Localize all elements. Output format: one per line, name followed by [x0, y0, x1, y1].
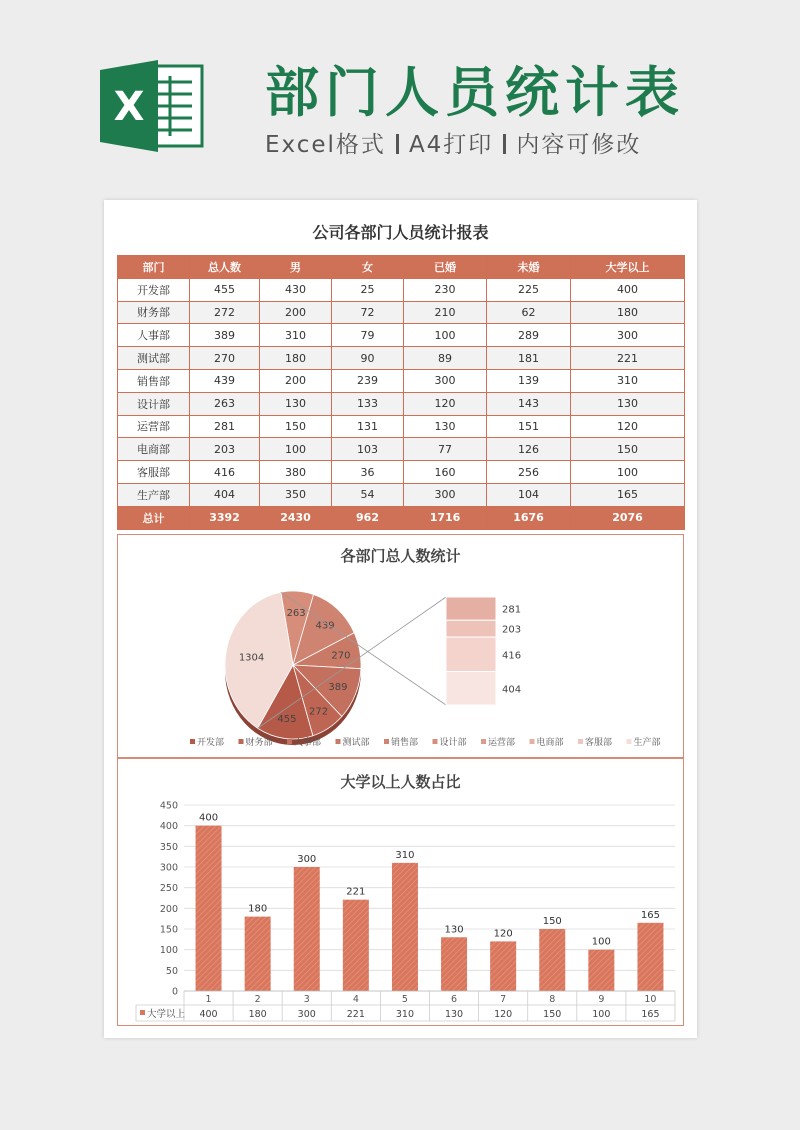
table-cell: 100: [571, 461, 685, 484]
legend-label: 销售部: [391, 738, 419, 748]
table-cell: 439: [190, 369, 260, 392]
table-cell: 36: [332, 461, 404, 484]
bar-of-pie-label: 404: [502, 684, 522, 696]
legend-swatch: [578, 739, 583, 744]
bar-chart-panel: [117, 758, 684, 1026]
table-cell: 160: [404, 461, 487, 484]
table-cell: 180: [260, 347, 332, 370]
table-cell: 203: [190, 438, 260, 461]
table-cell: 256: [487, 461, 571, 484]
bar-data-label: 310: [395, 849, 415, 861]
bar-data-label: 221: [346, 886, 366, 898]
legend-label: 生产部: [633, 738, 661, 748]
excel-logo-icon: [100, 58, 205, 154]
bar: [294, 867, 320, 991]
table-cell: 200: [260, 301, 332, 324]
y-tick-label: 0: [171, 986, 178, 998]
table-cell: 300: [404, 483, 487, 506]
legend-swatch: [336, 739, 341, 744]
y-tick-label: 50: [165, 965, 178, 977]
table-cell: 416: [190, 461, 260, 484]
table-row: [118, 369, 685, 392]
bar: [539, 929, 565, 991]
table-cell: 54: [332, 483, 404, 506]
table-cell: 310: [571, 369, 685, 392]
legend-swatch: [384, 739, 389, 744]
bar: [392, 863, 418, 991]
bar-of-pie-segment: [446, 672, 496, 705]
subtitle-format: Excel格式: [265, 132, 386, 158]
table-cell: 131: [332, 415, 404, 438]
table-cell: 2430: [260, 506, 332, 529]
table-cell: 133: [332, 392, 404, 415]
y-tick-label: 150: [159, 924, 178, 936]
legend-swatch: [481, 739, 486, 744]
table-cell: 130: [404, 415, 487, 438]
table-cell: 100: [260, 438, 332, 461]
pie-chart-title: 各部门总人数统计: [340, 547, 461, 565]
bar-of-pie-segment: [446, 620, 496, 637]
table-cell: 150: [571, 438, 685, 461]
table-cell: 62: [487, 301, 571, 324]
table-row: [118, 301, 685, 324]
table-row: [118, 415, 685, 438]
pie-data-label: 263: [286, 607, 306, 619]
pie-data-label: 270: [331, 650, 351, 662]
sheet-title: 公司各部门人员统计报表: [312, 223, 489, 242]
table-cell: 225: [487, 278, 571, 301]
table-header-row: [118, 256, 685, 279]
bar-of-pie-label: 203: [502, 624, 522, 636]
table-cell: 开发部: [118, 278, 190, 301]
table-cell: 210: [404, 301, 487, 324]
table-cell: 165: [571, 483, 685, 506]
table-cell: 120: [404, 392, 487, 415]
table-cell: 25: [332, 278, 404, 301]
pie-data-label: 389: [328, 682, 348, 694]
bar-chart: [118, 759, 683, 1025]
table-row: [118, 483, 685, 506]
pie-chart: [118, 535, 683, 757]
subtitle-editable: 内容可修改: [516, 132, 642, 158]
data-table-value: 310: [395, 1009, 415, 1020]
bar-data-label: 180: [248, 903, 268, 915]
x-tick-label: 5: [401, 994, 408, 1005]
data-table-value: 300: [297, 1009, 316, 1020]
series-label: 大学以上: [147, 1009, 186, 1020]
table-cell: 962: [332, 506, 404, 529]
table-cell: 200: [260, 369, 332, 392]
bar-of-pie-segment: [446, 637, 496, 671]
table-cell: 财务部: [118, 301, 190, 324]
table-cell: 181: [487, 347, 571, 370]
table-cell: 270: [190, 347, 260, 370]
table-cell: 120: [571, 415, 685, 438]
y-tick-label: 200: [159, 903, 178, 915]
table-cell: 400: [571, 278, 685, 301]
table-cell: 230: [404, 278, 487, 301]
table-cell: 150: [260, 415, 332, 438]
table-cell: 143: [487, 392, 571, 415]
bar: [441, 937, 467, 991]
table-cell: 男: [260, 256, 332, 279]
x-tick-label: 6: [451, 994, 458, 1005]
table-cell: 设计部: [118, 392, 190, 415]
table-cell: 生产部: [118, 483, 190, 506]
bar-of-pie-segment: [446, 597, 496, 620]
legend-label: 设计部: [439, 738, 467, 748]
bar-of-pie-label: 281: [502, 604, 522, 616]
y-tick-label: 400: [159, 821, 178, 833]
y-tick-label: 100: [159, 945, 178, 957]
table-cell: 289: [487, 324, 571, 347]
table-cell: 72: [332, 301, 404, 324]
table-row: [118, 392, 685, 415]
table-cell: 126: [487, 438, 571, 461]
table-cell: 已婚: [404, 256, 487, 279]
table-row: [118, 438, 685, 461]
table-cell: 430: [260, 278, 332, 301]
bar-data-label: 130: [444, 924, 464, 936]
table-cell: 1676: [487, 506, 571, 529]
page-title: 部门人员统计表: [265, 61, 685, 124]
data-table-value: 150: [543, 1009, 562, 1020]
x-tick-label: 3: [303, 994, 310, 1005]
table-cell: 90: [332, 347, 404, 370]
bar-data-label: 400: [199, 812, 219, 824]
legend-label: 测试部: [342, 738, 370, 748]
table-cell: 455: [190, 278, 260, 301]
bar: [588, 950, 614, 991]
legend-label: 财务部: [245, 738, 273, 748]
data-table-value: 400: [199, 1009, 218, 1020]
bar-data-label: 120: [493, 928, 513, 940]
x-tick-label: 2: [254, 994, 261, 1005]
table-cell: 300: [571, 324, 685, 347]
table-cell: 151: [487, 415, 571, 438]
y-tick-label: 450: [159, 800, 178, 812]
stats-table: [117, 255, 685, 530]
x-tick-label: 1: [205, 994, 212, 1005]
table-cell: 总计: [118, 506, 190, 529]
legend-swatch: [530, 739, 535, 744]
bar-of-pie-label: 416: [502, 650, 522, 662]
table-cell: 263: [190, 392, 260, 415]
table-cell: 130: [260, 392, 332, 415]
table-cell: 未婚: [487, 256, 571, 279]
table-cell: 404: [190, 483, 260, 506]
table-cell: 350: [260, 483, 332, 506]
pie-data-label: 1304: [238, 652, 265, 664]
bar: [343, 900, 369, 991]
bar-data-label: 300: [297, 854, 317, 865]
page-subtitle: [265, 126, 641, 159]
legend-swatch: [190, 739, 195, 744]
table-cell: 2076: [571, 506, 685, 529]
legend-swatch: [239, 739, 244, 744]
table-cell: 电商部: [118, 438, 190, 461]
table-cell: 104: [487, 483, 571, 506]
table-row: [118, 324, 685, 347]
legend-swatch: [287, 739, 292, 744]
table-cell: 139: [487, 369, 571, 392]
table-cell: 77: [404, 438, 487, 461]
x-tick-label: 9: [598, 994, 605, 1005]
y-tick-label: 300: [159, 862, 178, 874]
table-row: [118, 347, 685, 370]
legend-label: 运营部: [488, 738, 516, 748]
legend-swatch: [627, 739, 632, 744]
table-cell: 310: [260, 324, 332, 347]
table-cell: 1716: [404, 506, 487, 529]
pie-chart-panel: [117, 534, 684, 758]
table-cell: 大学以上: [571, 256, 685, 279]
data-table-value: 165: [641, 1009, 660, 1020]
legend-swatch: [140, 1010, 145, 1015]
pie-data-label: 455: [277, 713, 297, 725]
svg-text:X: X: [113, 84, 145, 130]
table-cell: 运营部: [118, 415, 190, 438]
table-cell: 100: [404, 324, 487, 347]
legend-label: 人事部: [294, 738, 322, 748]
x-tick-label: 10: [644, 994, 657, 1005]
bar-data-label: 165: [640, 909, 660, 921]
spreadsheet-page: [104, 200, 697, 1038]
table-cell: 总人数: [190, 256, 260, 279]
table-cell: 测试部: [118, 347, 190, 370]
table-cell: 180: [571, 301, 685, 324]
legend-label: 开发部: [197, 738, 225, 748]
legend-label: 电商部: [536, 738, 564, 748]
bar: [490, 941, 516, 991]
pie-data-label: 272: [308, 706, 329, 718]
table-cell: 380: [260, 461, 332, 484]
table-row: [118, 278, 685, 301]
table-cell: 239: [332, 369, 404, 392]
table-cell: 人事部: [118, 324, 190, 347]
bar-chart-title: 大学以上人数占比: [340, 773, 461, 791]
data-table-value: 221: [346, 1009, 365, 1020]
table-cell: 79: [332, 324, 404, 347]
table-cell: 300: [404, 369, 487, 392]
table-cell: 女: [332, 256, 404, 279]
table-cell: 221: [571, 347, 685, 370]
table-cell: 3392: [190, 506, 260, 529]
table-cell: 389: [190, 324, 260, 347]
y-tick-label: 350: [159, 841, 178, 853]
x-tick-label: 7: [500, 994, 507, 1005]
data-table-value: 120: [494, 1009, 513, 1020]
legend-label: 客服部: [585, 738, 613, 748]
bar: [196, 826, 222, 991]
table-cell: 销售部: [118, 369, 190, 392]
table-cell: 281: [190, 415, 260, 438]
bar-data-label: 150: [542, 916, 562, 927]
data-table-value: 180: [248, 1009, 267, 1020]
bar-data-label: 100: [591, 936, 611, 948]
data-table-value: 130: [444, 1009, 464, 1020]
x-tick-label: 8: [549, 994, 556, 1005]
y-tick-label: 250: [159, 883, 178, 895]
table-cell: 130: [571, 392, 685, 415]
pie-data-label: 439: [315, 620, 335, 632]
table-cell: 89: [404, 347, 487, 370]
table-cell: 272: [190, 301, 260, 324]
legend-swatch: [433, 739, 438, 744]
bar: [245, 917, 271, 991]
bar: [637, 923, 663, 991]
table-cell: 103: [332, 438, 404, 461]
table-cell: 客服部: [118, 461, 190, 484]
subtitle-print: A4打印: [408, 132, 494, 158]
table-cell: 部门: [118, 256, 190, 279]
data-table-value: 100: [592, 1009, 611, 1020]
table-total-row: [118, 506, 685, 529]
x-tick-label: 4: [352, 994, 359, 1005]
table-row: [118, 461, 685, 484]
